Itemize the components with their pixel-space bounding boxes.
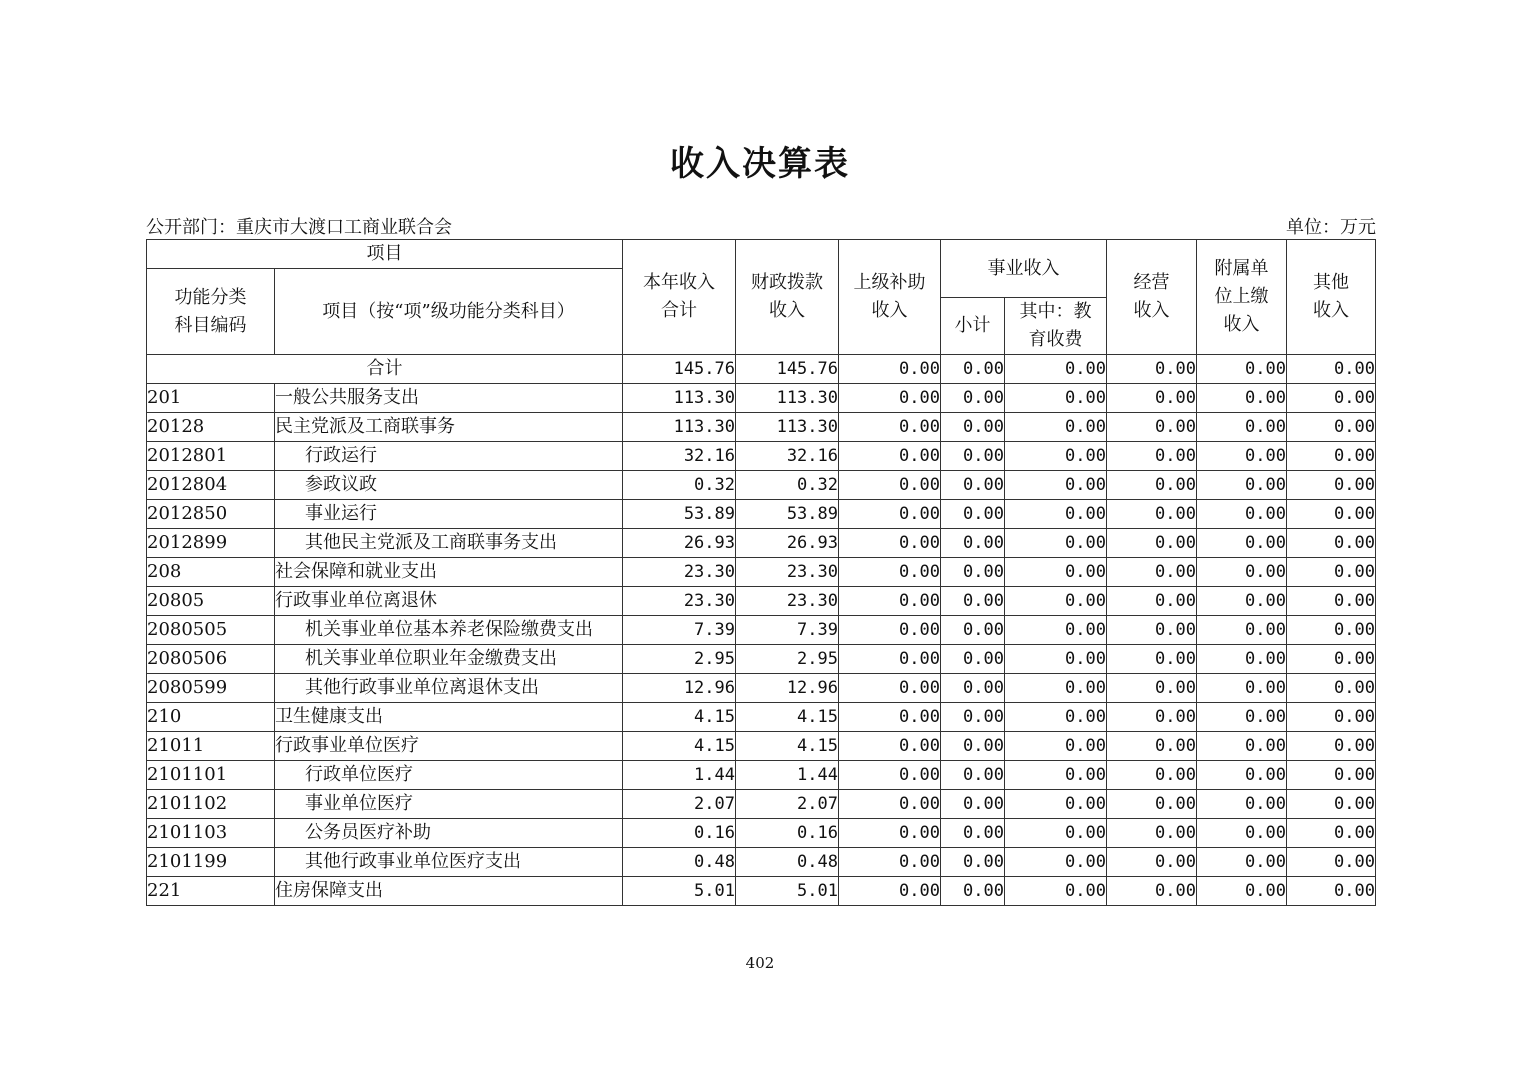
row-value: 0.00 — [839, 761, 941, 790]
table-row — [147, 529, 1376, 558]
row-value: 2.95 — [623, 645, 736, 674]
row-value: 0.00 — [1005, 761, 1107, 790]
row-value: 26.93 — [736, 529, 839, 558]
row-code: 221 — [147, 877, 275, 906]
row-code: 21011 — [147, 732, 275, 761]
row-value: 0.00 — [1197, 471, 1287, 500]
row-value: 0.00 — [1197, 587, 1287, 616]
row-value: 0.00 — [839, 790, 941, 819]
row-value: 0.00 — [1197, 877, 1287, 906]
table-row — [147, 500, 1376, 529]
row-value: 0.00 — [941, 761, 1005, 790]
row-name: 一般公共服务支出 — [275, 384, 623, 413]
row-value: 113.30 — [623, 413, 736, 442]
row-value: 1.44 — [623, 761, 736, 790]
row-value: 0.00 — [1005, 732, 1107, 761]
header-fiscal: 财政拨款收入 — [736, 240, 839, 355]
row-code: 20805 — [147, 587, 275, 616]
row-value: 0.00 — [1107, 616, 1197, 645]
row-value: 0.00 — [1197, 645, 1287, 674]
table-row — [147, 413, 1376, 442]
row-value: 0.00 — [1107, 645, 1197, 674]
table-row — [147, 877, 1376, 906]
table-row — [147, 761, 1376, 790]
row-value: 0.00 — [1287, 616, 1376, 645]
row-value: 0.00 — [1197, 442, 1287, 471]
row-value: 0.00 — [1287, 645, 1376, 674]
row-value: 0.00 — [1005, 558, 1107, 587]
row-code: 2101102 — [147, 790, 275, 819]
table-row — [147, 703, 1376, 732]
row-value: 0.00 — [941, 674, 1005, 703]
row-value: 0.00 — [1287, 761, 1376, 790]
row-value: 0.00 — [1287, 442, 1376, 471]
row-name: 其他行政事业单位医疗支出 — [275, 848, 623, 877]
row-value: 12.96 — [623, 674, 736, 703]
row-value: 0.00 — [839, 558, 941, 587]
row-value: 0.00 — [1005, 587, 1107, 616]
row-value: 113.30 — [736, 413, 839, 442]
row-code: 2101103 — [147, 819, 275, 848]
table-row — [147, 645, 1376, 674]
row-value: 0.00 — [839, 587, 941, 616]
table-row — [147, 587, 1376, 616]
row-value: 0.00 — [941, 790, 1005, 819]
row-value: 0.00 — [1287, 587, 1376, 616]
row-code: 2012850 — [147, 500, 275, 529]
row-value: 0.32 — [736, 471, 839, 500]
row-value: 0.00 — [1287, 877, 1376, 906]
row-name: 卫生健康支出 — [275, 703, 623, 732]
row-value: 0.00 — [941, 529, 1005, 558]
row-value: 0.00 — [941, 471, 1005, 500]
row-value: 0.00 — [1005, 529, 1107, 558]
row-value: 0.00 — [1005, 384, 1107, 413]
row-value: 0.00 — [1107, 529, 1197, 558]
row-value: 0.00 — [941, 848, 1005, 877]
row-value: 0.00 — [1197, 529, 1287, 558]
header-other: 其他收入 — [1287, 240, 1376, 355]
row-value: 0.00 — [839, 732, 941, 761]
total-value: 0.00 — [1005, 355, 1107, 384]
row-code: 20128 — [147, 413, 275, 442]
row-value: 0.00 — [1287, 529, 1376, 558]
header-item: 项目（按“项”级功能分类科目） — [275, 269, 623, 355]
row-value: 23.30 — [736, 587, 839, 616]
row-value: 5.01 — [623, 877, 736, 906]
row-value: 0.00 — [941, 442, 1005, 471]
row-value: 0.00 — [941, 645, 1005, 674]
table-row — [147, 471, 1376, 500]
row-value: 0.00 — [1107, 384, 1197, 413]
row-name: 机关事业单位基本养老保险缴费支出 — [275, 616, 623, 645]
row-value: 1.44 — [736, 761, 839, 790]
row-value: 0.00 — [1197, 616, 1287, 645]
row-value: 0.00 — [941, 819, 1005, 848]
row-value: 0.00 — [1197, 558, 1287, 587]
row-value: 0.00 — [839, 848, 941, 877]
row-name: 民主党派及工商联事务 — [275, 413, 623, 442]
row-value: 23.30 — [623, 587, 736, 616]
row-value: 0.00 — [1107, 819, 1197, 848]
header-total: 本年收入合计 — [623, 240, 736, 355]
row-code: 2012804 — [147, 471, 275, 500]
header-subtotal: 小计 — [941, 298, 1005, 355]
row-value: 0.00 — [1197, 732, 1287, 761]
total-row — [147, 355, 1376, 384]
row-value: 0.00 — [1197, 819, 1287, 848]
row-value: 0.00 — [1197, 761, 1287, 790]
row-value: 0.00 — [1005, 442, 1107, 471]
department-label: 公开部门：重庆市大渡口工商业联合会 — [146, 217, 452, 238]
row-value: 0.00 — [1197, 674, 1287, 703]
table-row — [147, 674, 1376, 703]
row-name: 机关事业单位职业年金缴费支出 — [275, 645, 623, 674]
row-value: 0.00 — [839, 384, 941, 413]
table-row — [147, 442, 1376, 471]
total-value: 0.00 — [1287, 355, 1376, 384]
header-project: 项目 — [147, 240, 623, 269]
row-name: 社会保障和就业支出 — [275, 558, 623, 587]
row-value: 32.16 — [736, 442, 839, 471]
row-value: 4.15 — [736, 703, 839, 732]
table-row — [147, 732, 1376, 761]
row-value: 0.00 — [941, 384, 1005, 413]
row-value: 0.00 — [1107, 558, 1197, 587]
row-value: 26.93 — [623, 529, 736, 558]
row-value: 0.00 — [1107, 703, 1197, 732]
total-value: 0.00 — [941, 355, 1005, 384]
total-value: 0.00 — [1107, 355, 1197, 384]
row-name: 事业运行 — [275, 500, 623, 529]
page-number: 402 — [745, 954, 775, 972]
table-row — [147, 616, 1376, 645]
row-value: 0.00 — [941, 877, 1005, 906]
row-value: 0.00 — [1287, 384, 1376, 413]
table-row — [147, 558, 1376, 587]
row-value: 0.00 — [1287, 848, 1376, 877]
row-value: 0.00 — [1005, 703, 1107, 732]
row-value: 0.00 — [941, 558, 1005, 587]
row-value: 4.15 — [623, 732, 736, 761]
row-value: 0.00 — [1287, 413, 1376, 442]
row-value: 0.00 — [1107, 471, 1197, 500]
header-business: 事业收入 — [941, 240, 1107, 298]
unit-label: 单位：万元 — [1286, 217, 1376, 238]
row-value: 0.00 — [1287, 500, 1376, 529]
row-value: 0.00 — [839, 500, 941, 529]
table-header — [147, 240, 1376, 355]
row-name: 其他民主党派及工商联事务支出 — [275, 529, 623, 558]
row-value: 2.95 — [736, 645, 839, 674]
row-value: 4.15 — [736, 732, 839, 761]
row-name: 其他行政事业单位离退休支出 — [275, 674, 623, 703]
row-value: 0.00 — [839, 616, 941, 645]
row-value: 0.00 — [941, 703, 1005, 732]
row-code: 208 — [147, 558, 275, 587]
row-code: 2080506 — [147, 645, 275, 674]
row-value: 0.00 — [839, 674, 941, 703]
row-name: 行政事业单位离退休 — [275, 587, 623, 616]
table-row — [147, 384, 1376, 413]
row-value: 0.00 — [1107, 790, 1197, 819]
row-value: 0.00 — [1287, 703, 1376, 732]
row-value: 0.00 — [839, 877, 941, 906]
row-value: 0.00 — [1107, 413, 1197, 442]
row-value: 0.00 — [1287, 471, 1376, 500]
row-value: 7.39 — [623, 616, 736, 645]
row-value: 0.00 — [941, 587, 1005, 616]
row-value: 0.00 — [1197, 790, 1287, 819]
row-value: 0.00 — [1287, 674, 1376, 703]
row-value: 0.00 — [839, 703, 941, 732]
table-body — [147, 355, 1376, 906]
row-value: 0.00 — [1107, 732, 1197, 761]
total-value: 145.76 — [736, 355, 839, 384]
row-value: 0.00 — [839, 819, 941, 848]
total-value: 0.00 — [839, 355, 941, 384]
row-value: 23.30 — [623, 558, 736, 587]
row-value: 0.00 — [1107, 442, 1197, 471]
row-value: 23.30 — [736, 558, 839, 587]
row-value: 0.00 — [1107, 761, 1197, 790]
row-value: 2.07 — [623, 790, 736, 819]
row-value: 0.00 — [1005, 471, 1107, 500]
row-value: 0.00 — [1287, 819, 1376, 848]
row-value: 0.00 — [1287, 732, 1376, 761]
row-value: 0.48 — [623, 848, 736, 877]
row-value: 0.00 — [1107, 877, 1197, 906]
row-value: 0.00 — [1005, 616, 1107, 645]
row-value: 0.00 — [1005, 413, 1107, 442]
total-value: 0.00 — [1197, 355, 1287, 384]
row-name: 行政运行 — [275, 442, 623, 471]
row-value: 0.00 — [1005, 819, 1107, 848]
row-value: 0.00 — [839, 645, 941, 674]
table-row — [147, 848, 1376, 877]
row-value: 0.00 — [1287, 790, 1376, 819]
row-value: 2.07 — [736, 790, 839, 819]
row-value: 0.00 — [1005, 645, 1107, 674]
row-value: 0.00 — [1005, 848, 1107, 877]
row-value: 0.00 — [1107, 674, 1197, 703]
row-value: 7.39 — [736, 616, 839, 645]
row-value: 0.00 — [1287, 558, 1376, 587]
row-code: 2080505 — [147, 616, 275, 645]
row-value: 0.32 — [623, 471, 736, 500]
row-value: 53.89 — [736, 500, 839, 529]
row-value: 0.00 — [839, 413, 941, 442]
row-value: 0.00 — [941, 413, 1005, 442]
row-value: 0.00 — [1005, 674, 1107, 703]
row-value: 0.00 — [1005, 877, 1107, 906]
row-value: 0.00 — [839, 471, 941, 500]
report-title: 收入决算表 — [670, 144, 850, 184]
row-value: 0.00 — [1107, 587, 1197, 616]
row-code: 210 — [147, 703, 275, 732]
row-value: 113.30 — [736, 384, 839, 413]
row-value: 0.00 — [1005, 500, 1107, 529]
row-value: 0.16 — [736, 819, 839, 848]
row-value: 12.96 — [736, 674, 839, 703]
row-code: 2012899 — [147, 529, 275, 558]
table-row — [147, 790, 1376, 819]
row-name: 行政单位医疗 — [275, 761, 623, 790]
total-label: 合计 — [147, 355, 623, 384]
row-value: 53.89 — [623, 500, 736, 529]
row-value: 0.16 — [623, 819, 736, 848]
header-code: 功能分类科目编码 — [147, 269, 275, 355]
row-code: 2101199 — [147, 848, 275, 877]
row-value: 0.00 — [941, 616, 1005, 645]
row-value: 0.00 — [1197, 703, 1287, 732]
row-code: 2012801 — [147, 442, 275, 471]
row-value: 0.00 — [1197, 384, 1287, 413]
row-value: 5.01 — [736, 877, 839, 906]
row-value: 0.00 — [839, 529, 941, 558]
row-value: 0.00 — [941, 500, 1005, 529]
header-edu: 其中：教育收费 — [1005, 298, 1107, 355]
row-value: 0.00 — [1197, 413, 1287, 442]
header-affiliate: 附属单位上缴收入 — [1197, 240, 1287, 355]
row-code: 201 — [147, 384, 275, 413]
row-value: 0.00 — [1197, 848, 1287, 877]
row-name: 参政议政 — [275, 471, 623, 500]
row-name: 事业单位医疗 — [275, 790, 623, 819]
total-value: 145.76 — [623, 355, 736, 384]
row-value: 0.00 — [1107, 500, 1197, 529]
row-value: 32.16 — [623, 442, 736, 471]
row-name: 行政事业单位医疗 — [275, 732, 623, 761]
row-code: 2101101 — [147, 761, 275, 790]
row-value: 4.15 — [623, 703, 736, 732]
header-operating: 经营收入 — [1107, 240, 1197, 355]
row-name: 公务员医疗补助 — [275, 819, 623, 848]
table-row — [147, 819, 1376, 848]
row-value: 0.00 — [1197, 500, 1287, 529]
row-value: 0.00 — [1107, 848, 1197, 877]
row-value: 0.00 — [941, 732, 1005, 761]
header-superior: 上级补助收入 — [839, 240, 941, 355]
income-table — [146, 239, 1376, 906]
row-value: 0.00 — [1005, 790, 1107, 819]
row-value: 0.48 — [736, 848, 839, 877]
row-name: 住房保障支出 — [275, 877, 623, 906]
row-code: 2080599 — [147, 674, 275, 703]
row-value: 0.00 — [839, 442, 941, 471]
row-value: 113.30 — [623, 384, 736, 413]
